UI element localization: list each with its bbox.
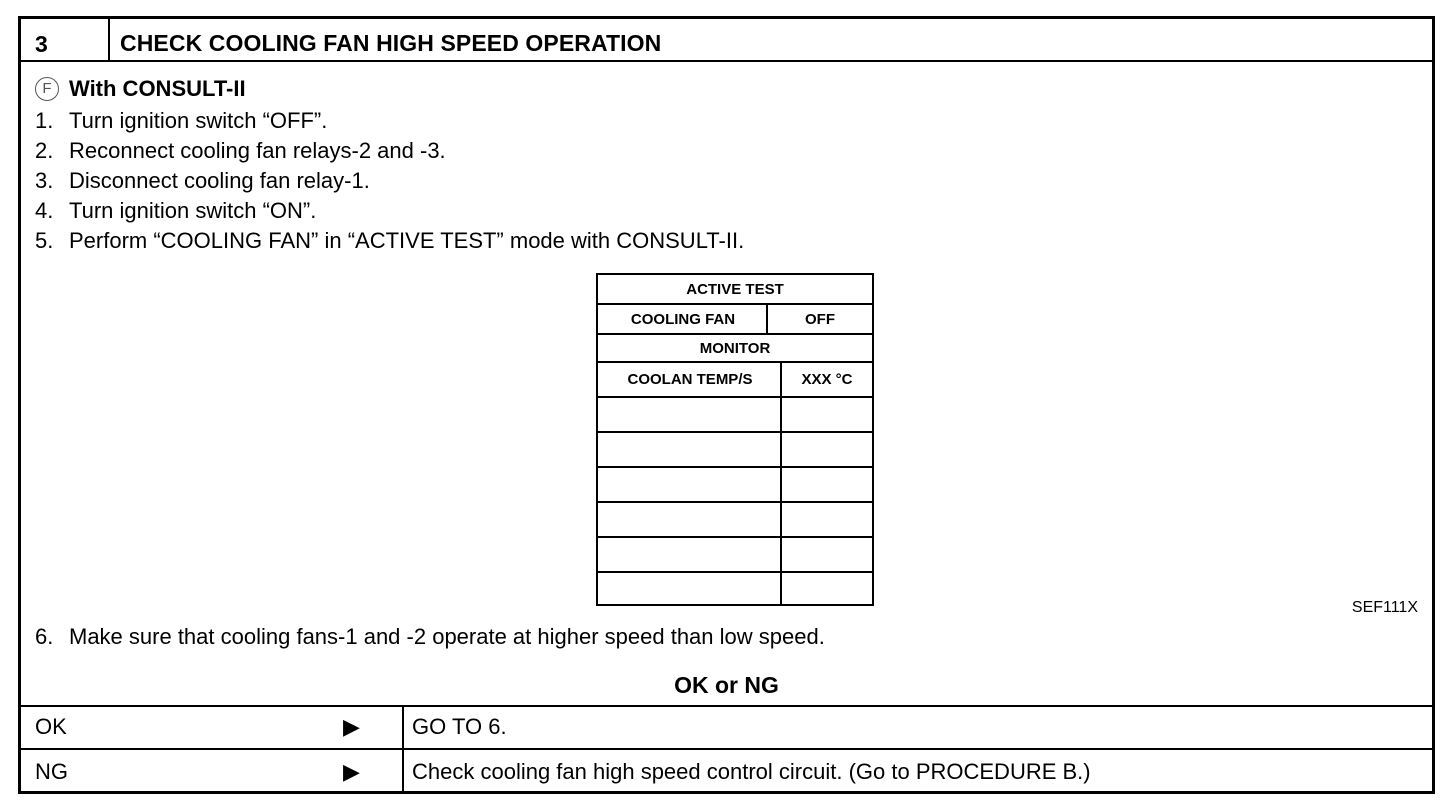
step-title: CHECK COOLING FAN HIGH SPEED OPERATION	[120, 30, 662, 56]
active-test-screen	[596, 273, 874, 606]
screen-title: ACTIVE TEST	[686, 280, 784, 298]
decision-heading: OK or NG	[674, 672, 779, 698]
result-divider	[402, 705, 404, 791]
arrow-right-icon: ▶	[343, 714, 360, 739]
consult-mode-label: With CONSULT-II	[69, 76, 246, 101]
procedure-box	[18, 16, 1435, 794]
test-item-label: COOLING FAN	[630, 310, 736, 328]
step-6: 6. Make sure that cooling fans-1 and -2 operate at higher speed than low speed.	[35, 624, 825, 649]
procedure-steps	[35, 106, 744, 256]
result-ok-action: GO TO 6.	[412, 714, 507, 739]
arrow-right-icon: ▶	[343, 759, 360, 784]
consult-ii-icon: F	[35, 77, 59, 101]
screen-rule	[780, 363, 782, 604]
result-ng-label: NG	[35, 759, 68, 784]
figure-code: SEF111X	[1351, 599, 1418, 616]
decision-rule	[21, 705, 1432, 707]
screen-rule	[598, 536, 872, 538]
list-item: 1. Turn ignition switch “OFF”.	[35, 108, 328, 133]
consult-mode-line	[35, 76, 246, 102]
list-item: 3. Disconnect cooling fan relay-1.	[35, 168, 370, 193]
header-divider	[108, 19, 110, 60]
screen-rule	[598, 501, 872, 503]
screen-rule	[598, 571, 872, 573]
monitor-item-label: COOLAN TEMP/S	[627, 371, 753, 388]
screen-rule	[598, 396, 872, 398]
list-item: 4. Turn ignition switch “ON”.	[35, 198, 317, 223]
screen-rule	[598, 431, 872, 433]
result-ng-action: Check cooling fan high speed control circuit. (Go to PROCEDURE B.)	[412, 759, 1091, 784]
monitor-item-value: XXX °C	[801, 371, 853, 388]
screen-rule	[598, 466, 872, 468]
result-ok-label: OK	[35, 714, 67, 739]
step-number: 3	[35, 31, 48, 57]
list-item: 2. Reconnect cooling fan relays-2 and -3.	[35, 138, 446, 163]
monitor-title: MONITOR	[699, 339, 771, 357]
list-item: 5. Perform “COOLING FAN” in “ACTIVE TEST” mode with CONSULT-II.	[35, 228, 745, 253]
result-rule	[21, 748, 1432, 750]
test-item-value: OFF	[805, 310, 835, 328]
header-rule	[21, 60, 1432, 62]
